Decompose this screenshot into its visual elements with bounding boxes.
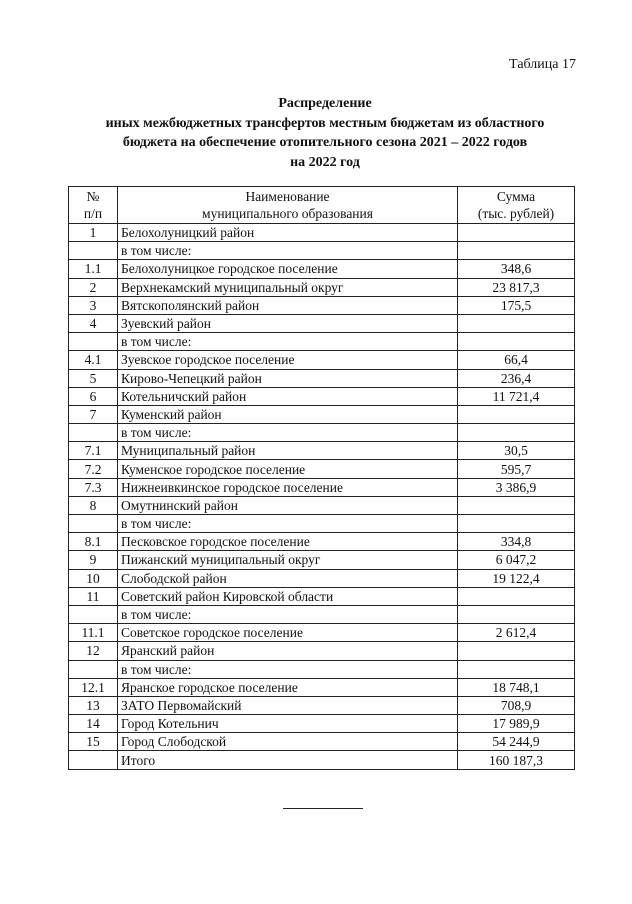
row-name: Советский район Кировской области [118,587,458,605]
row-number: 10 [69,569,118,587]
table-row [69,533,575,551]
row-name: Яранское городское поселение [118,678,458,696]
row-number: 4.1 [69,351,118,369]
table-row [69,369,575,387]
row-sum [458,424,575,442]
table-row [69,678,575,696]
table-header-row [69,187,575,224]
row-number: 7.1 [69,442,118,460]
row-number: 6 [69,387,118,405]
table-row [69,605,575,623]
column-header-name [118,187,458,224]
row-number: 7.2 [69,460,118,478]
table-row [69,696,575,714]
row-sum [458,587,575,605]
row-number: 12.1 [69,678,118,696]
document-title [60,94,590,172]
row-name: в том числе: [118,515,458,533]
row-name: в том числе: [118,424,458,442]
row-number: 9 [69,551,118,569]
row-name: Советское городское поселение [118,624,458,642]
row-number: 13 [69,696,118,714]
row-sum: 54 244,9 [458,733,575,751]
row-name: ЗАТО Первомайский [118,696,458,714]
row-number [69,660,118,678]
row-sum [458,605,575,623]
row-sum: 348,6 [458,260,575,278]
column-header-line: муниципального образования [202,206,373,221]
row-number: 7.3 [69,478,118,496]
row-sum: 66,4 [458,351,575,369]
column-header-line: (тыс. рублей) [477,206,555,221]
column-header-line: № [86,189,100,204]
table-row [69,460,575,478]
row-sum [458,515,575,533]
row-name: Зуевский район [118,314,458,332]
title-line: иных межбюджетных трансфертов местным бюджетам из областного [105,115,545,131]
table-body [69,224,575,751]
row-name: в том числе: [118,242,458,260]
row-sum: 595,7 [458,460,575,478]
table-row [69,260,575,278]
total-row [69,751,575,769]
table-row [69,442,575,460]
row-name: в том числе: [118,605,458,623]
row-number: 11.1 [69,624,118,642]
footer-divider [283,808,363,809]
row-sum: 334,8 [458,533,575,551]
row-name: в том числе: [118,660,458,678]
row-name: Куменское городское поселение [118,460,458,478]
total-number-cell [69,751,118,769]
row-name: Город Котельнич [118,715,458,733]
table-row [69,424,575,442]
row-number: 15 [69,733,118,751]
row-name: Куменский район [118,405,458,423]
row-number: 8 [69,496,118,514]
column-header-number [69,187,118,224]
row-sum [458,660,575,678]
row-sum: 11 721,4 [458,387,575,405]
total-label: Итого [118,751,458,769]
row-name: Омутнинский район [118,496,458,514]
row-name: Песковское городское поселение [118,533,458,551]
row-name: Вятскополянский район [118,296,458,314]
table-row [69,333,575,351]
row-name: Нижнеивкинское городское поселение [118,478,458,496]
row-number: 3 [69,296,118,314]
row-number [69,424,118,442]
row-sum: 17 989,9 [458,715,575,733]
table-row [69,660,575,678]
table-row [69,314,575,332]
row-sum [458,405,575,423]
row-sum: 175,5 [458,296,575,314]
title-line: бюджета на обеспечение отопительного сезона 2021 – 2022 годов [122,135,528,150]
row-sum [458,333,575,351]
row-sum: 2 612,4 [458,624,575,642]
row-name: Белохолуницкое городское поселение [118,260,458,278]
row-sum: 18 748,1 [458,678,575,696]
total-sum: 160 187,3 [458,751,575,769]
table-row [69,551,575,569]
row-sum: 19 122,4 [458,569,575,587]
row-name: Кирово-Чепецкий район [118,369,458,387]
row-number: 4 [69,314,118,332]
row-number [69,605,118,623]
table-row [69,278,575,296]
column-header-line: Наименование [245,189,330,204]
row-number: 8.1 [69,533,118,551]
row-name: Пижанский муниципальный округ [118,551,458,569]
row-name: Верхнекамский муниципальный округ [118,278,458,296]
table-row [69,224,575,242]
title-line: Распределение [278,96,372,111]
table-row [69,733,575,751]
row-sum: 30,5 [458,442,575,460]
row-sum [458,642,575,660]
row-name: Котельничский район [118,387,458,405]
row-name: Яранский район [118,642,458,660]
table-row [69,296,575,314]
table-row [69,478,575,496]
table-row [69,715,575,733]
row-number [69,515,118,533]
row-sum: 236,4 [458,369,575,387]
row-number: 11 [69,587,118,605]
table-row [69,624,575,642]
row-name: Город Слободской [118,733,458,751]
row-sum: 23 817,3 [458,278,575,296]
row-sum [458,496,575,514]
row-sum: 3 386,9 [458,478,575,496]
table-row [69,242,575,260]
row-number: 14 [69,715,118,733]
row-number: 1.1 [69,260,118,278]
table-row [69,496,575,514]
row-sum [458,242,575,260]
row-number: 1 [69,224,118,242]
distribution-table [68,186,575,770]
row-number: 5 [69,369,118,387]
row-sum [458,314,575,332]
row-sum: 6 047,2 [458,551,575,569]
table-row [69,587,575,605]
row-name: Муниципальный район [118,442,458,460]
row-sum [458,224,575,242]
row-sum: 708,9 [458,696,575,714]
row-number: 7 [69,405,118,423]
table-row [69,642,575,660]
table-row [69,351,575,369]
table-row [69,405,575,423]
title-line: на 2022 год [290,154,360,170]
column-header-line: п/п [83,206,103,221]
row-name: в том числе: [118,333,458,351]
row-name: Зуевское городское поселение [118,351,458,369]
table-number-label: Таблица 17 [509,57,576,72]
table-row [69,515,575,533]
column-header-line: Сумма [496,189,536,204]
row-number: 12 [69,642,118,660]
row-name: Белохолуницкий район [118,224,458,242]
column-header-sum [458,187,575,224]
row-name: Слободской район [118,569,458,587]
table-row [69,569,575,587]
row-number [69,242,118,260]
row-number [69,333,118,351]
row-number: 2 [69,278,118,296]
table-row [69,387,575,405]
